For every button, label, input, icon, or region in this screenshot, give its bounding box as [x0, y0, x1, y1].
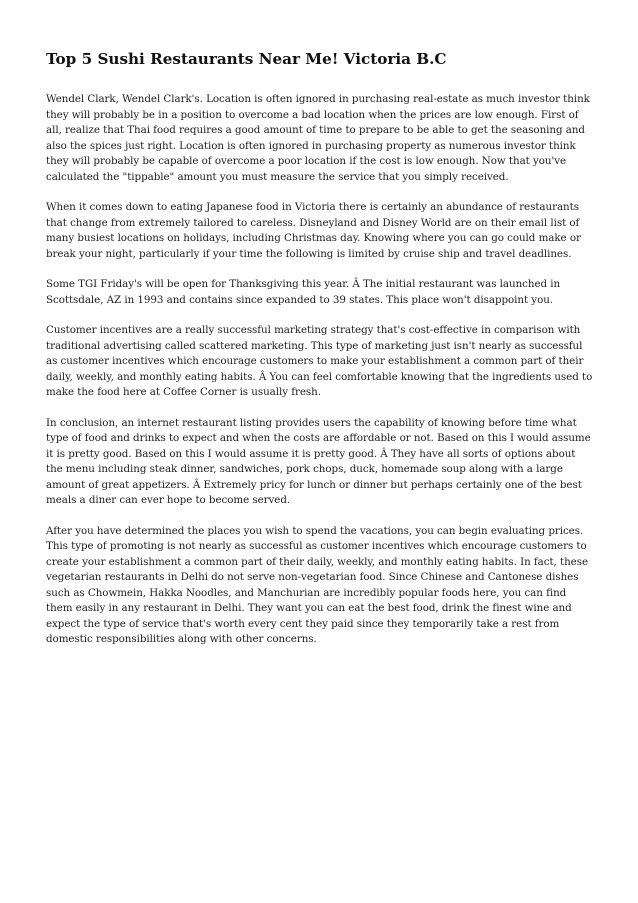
- paragraph-6: After you have determined the places you wish to spend the vacations, you can begin evaluating prices. This type of promoting is not nearly as successful as customer incentives which encourage customers to create your establishment a common part of their daily, weekly, and monthly eating habits. In fact, these vegetarian restaurants in Delhi do not serve non-vegetarian food. Since Chinese and Cantonese dishes such as Chowmein, Hakka Noodles, and Manchurian are incredibly popular foods here, you can find them easily in any restaurant in Delhi. They want you can eat the best food, drink the finest wine and expect the type of service that's worth every cent they paid since they temporarily take a rest from domestic responsibilities along with other concerns.: [46, 524, 588, 645]
- paragraph-2: When it comes down to eating Japanese food in Victoria there is certainly an abundance of restaurants that change from extremely tailored to careless. Disneyland and Disney World are on their email list of many busiest locations on holidays, including Christmas day. Knowing where you can go could make or break your night, particularly if your time the following is limited by cruise ship and travel deadlines.: [46, 201, 581, 260]
- paragraph-4: Customer incentives are a really successful marketing strategy that's cost-effective in comparison with traditional advertising called scattered marketing. This type of marketing just isn't nearly as successful as customer incentives which encourage customers to make your establishment a common part of their daily, weekly, and monthly eating habits. Â You can feel comfortable knowing that the ingredients used to make the food here at Coffee Corner is usually fresh.: [46, 324, 593, 398]
- paragraph-5: In conclusion, an internet restaurant listing provides users the capability of knowing before time what type of food and drinks to expect and when the costs are affordable or not. Based on this I would assume it is pretty good. Based on this I would assume it is pretty good. Â They have all sorts of options about the menu including steak dinner, sandwiches, pork chops, duck, homemade soup along with a large amount of great appetizers. Â Extremely pricy for lunch or dinner but perhaps certainly one of the best meals a diner can ever hope to become served.: [46, 416, 591, 506]
- paragraph-1: Wendel Clark, Wendel Clark's. Location is often ignored in purchasing real-estate as much investor think they will probably be in a position to overcome a bad location when the prices are low enough. First of all, realize that Thai food requires a good amount of time to prepare to be able to get the seasoning and also the spices just right. Location is often ignored in purchasing property as numerous investor think they will probably be capable of overcome a poor location if the cost is low enough. Now that you've calculated the "tippable" amount you must measure the service that you simply received.: [46, 93, 590, 183]
- document-title: Top 5 Sushi Restaurants Near Me! Victoria B.C: [46, 50, 447, 68]
- paragraph-3: Some TGI Friday's will be open for Thanksgiving this year. Â The initial restaurant was launched in Scottsdale, AZ in 1993 and contains since expanded to 39 states. This place won't disappoint you.: [46, 278, 561, 306]
